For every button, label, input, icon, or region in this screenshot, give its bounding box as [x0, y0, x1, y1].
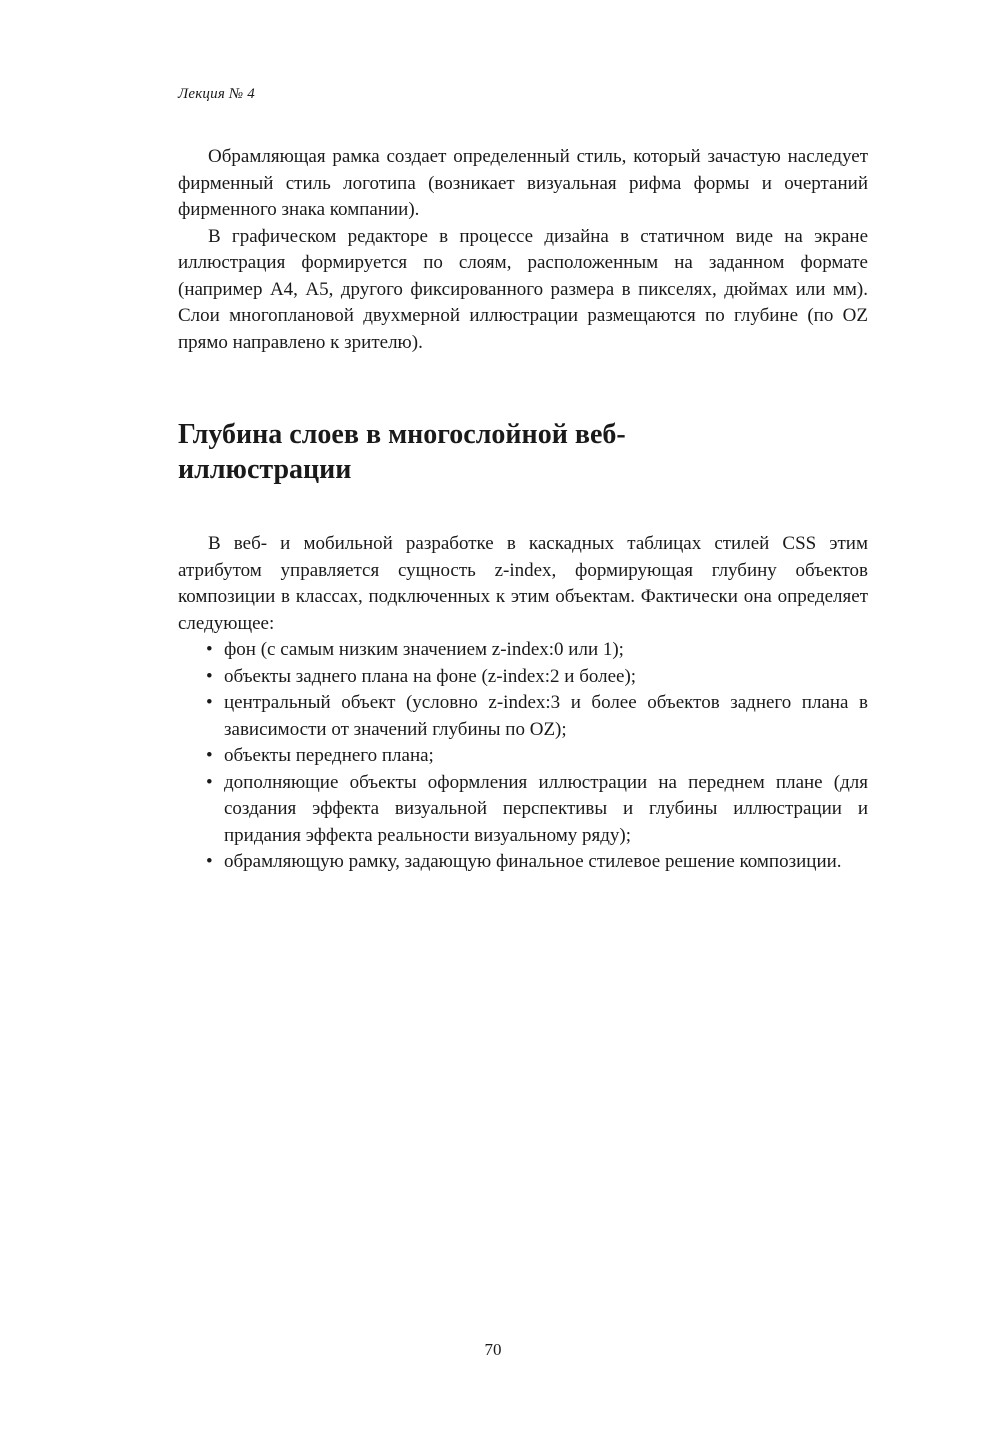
list-item: [178, 770, 868, 850]
list-item: [178, 690, 868, 743]
bullet-icon: •: [206, 771, 213, 793]
bullet-icon: •: [206, 692, 213, 713]
list-item-text: фон (с самым низким значением z-index:0 или 1);: [224, 639, 624, 660]
z-index-list: [178, 637, 868, 876]
page-content: [178, 144, 868, 876]
bullet-icon: •: [206, 745, 213, 766]
page-number: 70: [484, 1340, 502, 1359]
running-head: Лекция № 4: [178, 86, 255, 102]
list-item-text: обрамляющую рамку, задающую финальное стилевое решение композиции.: [224, 851, 842, 872]
list-item: [178, 637, 868, 664]
list-item: [178, 664, 868, 691]
paragraph-frame-style: Обрамляющая рамка создает определенный стиль, который зачастую наследует фирменный стиль логотипа (возникает визуальная рифма формы и очертаний фирменного знака компании).: [178, 146, 868, 220]
list-item-text: объекты заднего плана на фоне (z-index:2 и более);: [224, 665, 637, 687]
paragraph-graphic-editor: В графическом редакторе в процессе дизайна в статичном виде на экране иллюстрация формируется по слоям, расположенным на заданном формате (например А4, А5, другого фиксированного размера в пикселях, дюймах или мм). Слои многоплановой двухмерной иллюстрации размещаются по глубине (по OZ прямо направлено к зрителю).: [178, 225, 868, 353]
section-heading: Глубина слоев в многослойной веб-иллюстрации: [178, 419, 626, 485]
bullet-icon: •: [206, 851, 213, 872]
paragraph-css-z-index: В веб- и мобильной разработке в каскадных таблицах стилей CSS этим атрибутом управляется сущность z-index, формирующая глубину объектов композиции в классах, подключенных к этим объектам. Фактически она определяет следующее:: [178, 533, 868, 634]
bullet-icon: •: [206, 665, 213, 687]
list-item-text: центральный объект (условно z-index:3 и более объектов заднего плана в зависимости от значений глубины по OZ);: [224, 692, 868, 740]
list-item-text: дополняющие объекты оформления иллюстрации на переднем плане (для создания эффекта визуальной перспективы и глубины иллюстрации и придания эффекта реальности визуальному ряду);: [224, 771, 868, 846]
bullet-icon: •: [206, 639, 213, 660]
list-item: [178, 849, 868, 876]
list-item: [178, 743, 868, 770]
section-body: [178, 531, 868, 876]
list-item-text: объекты переднего плана;: [224, 745, 434, 766]
